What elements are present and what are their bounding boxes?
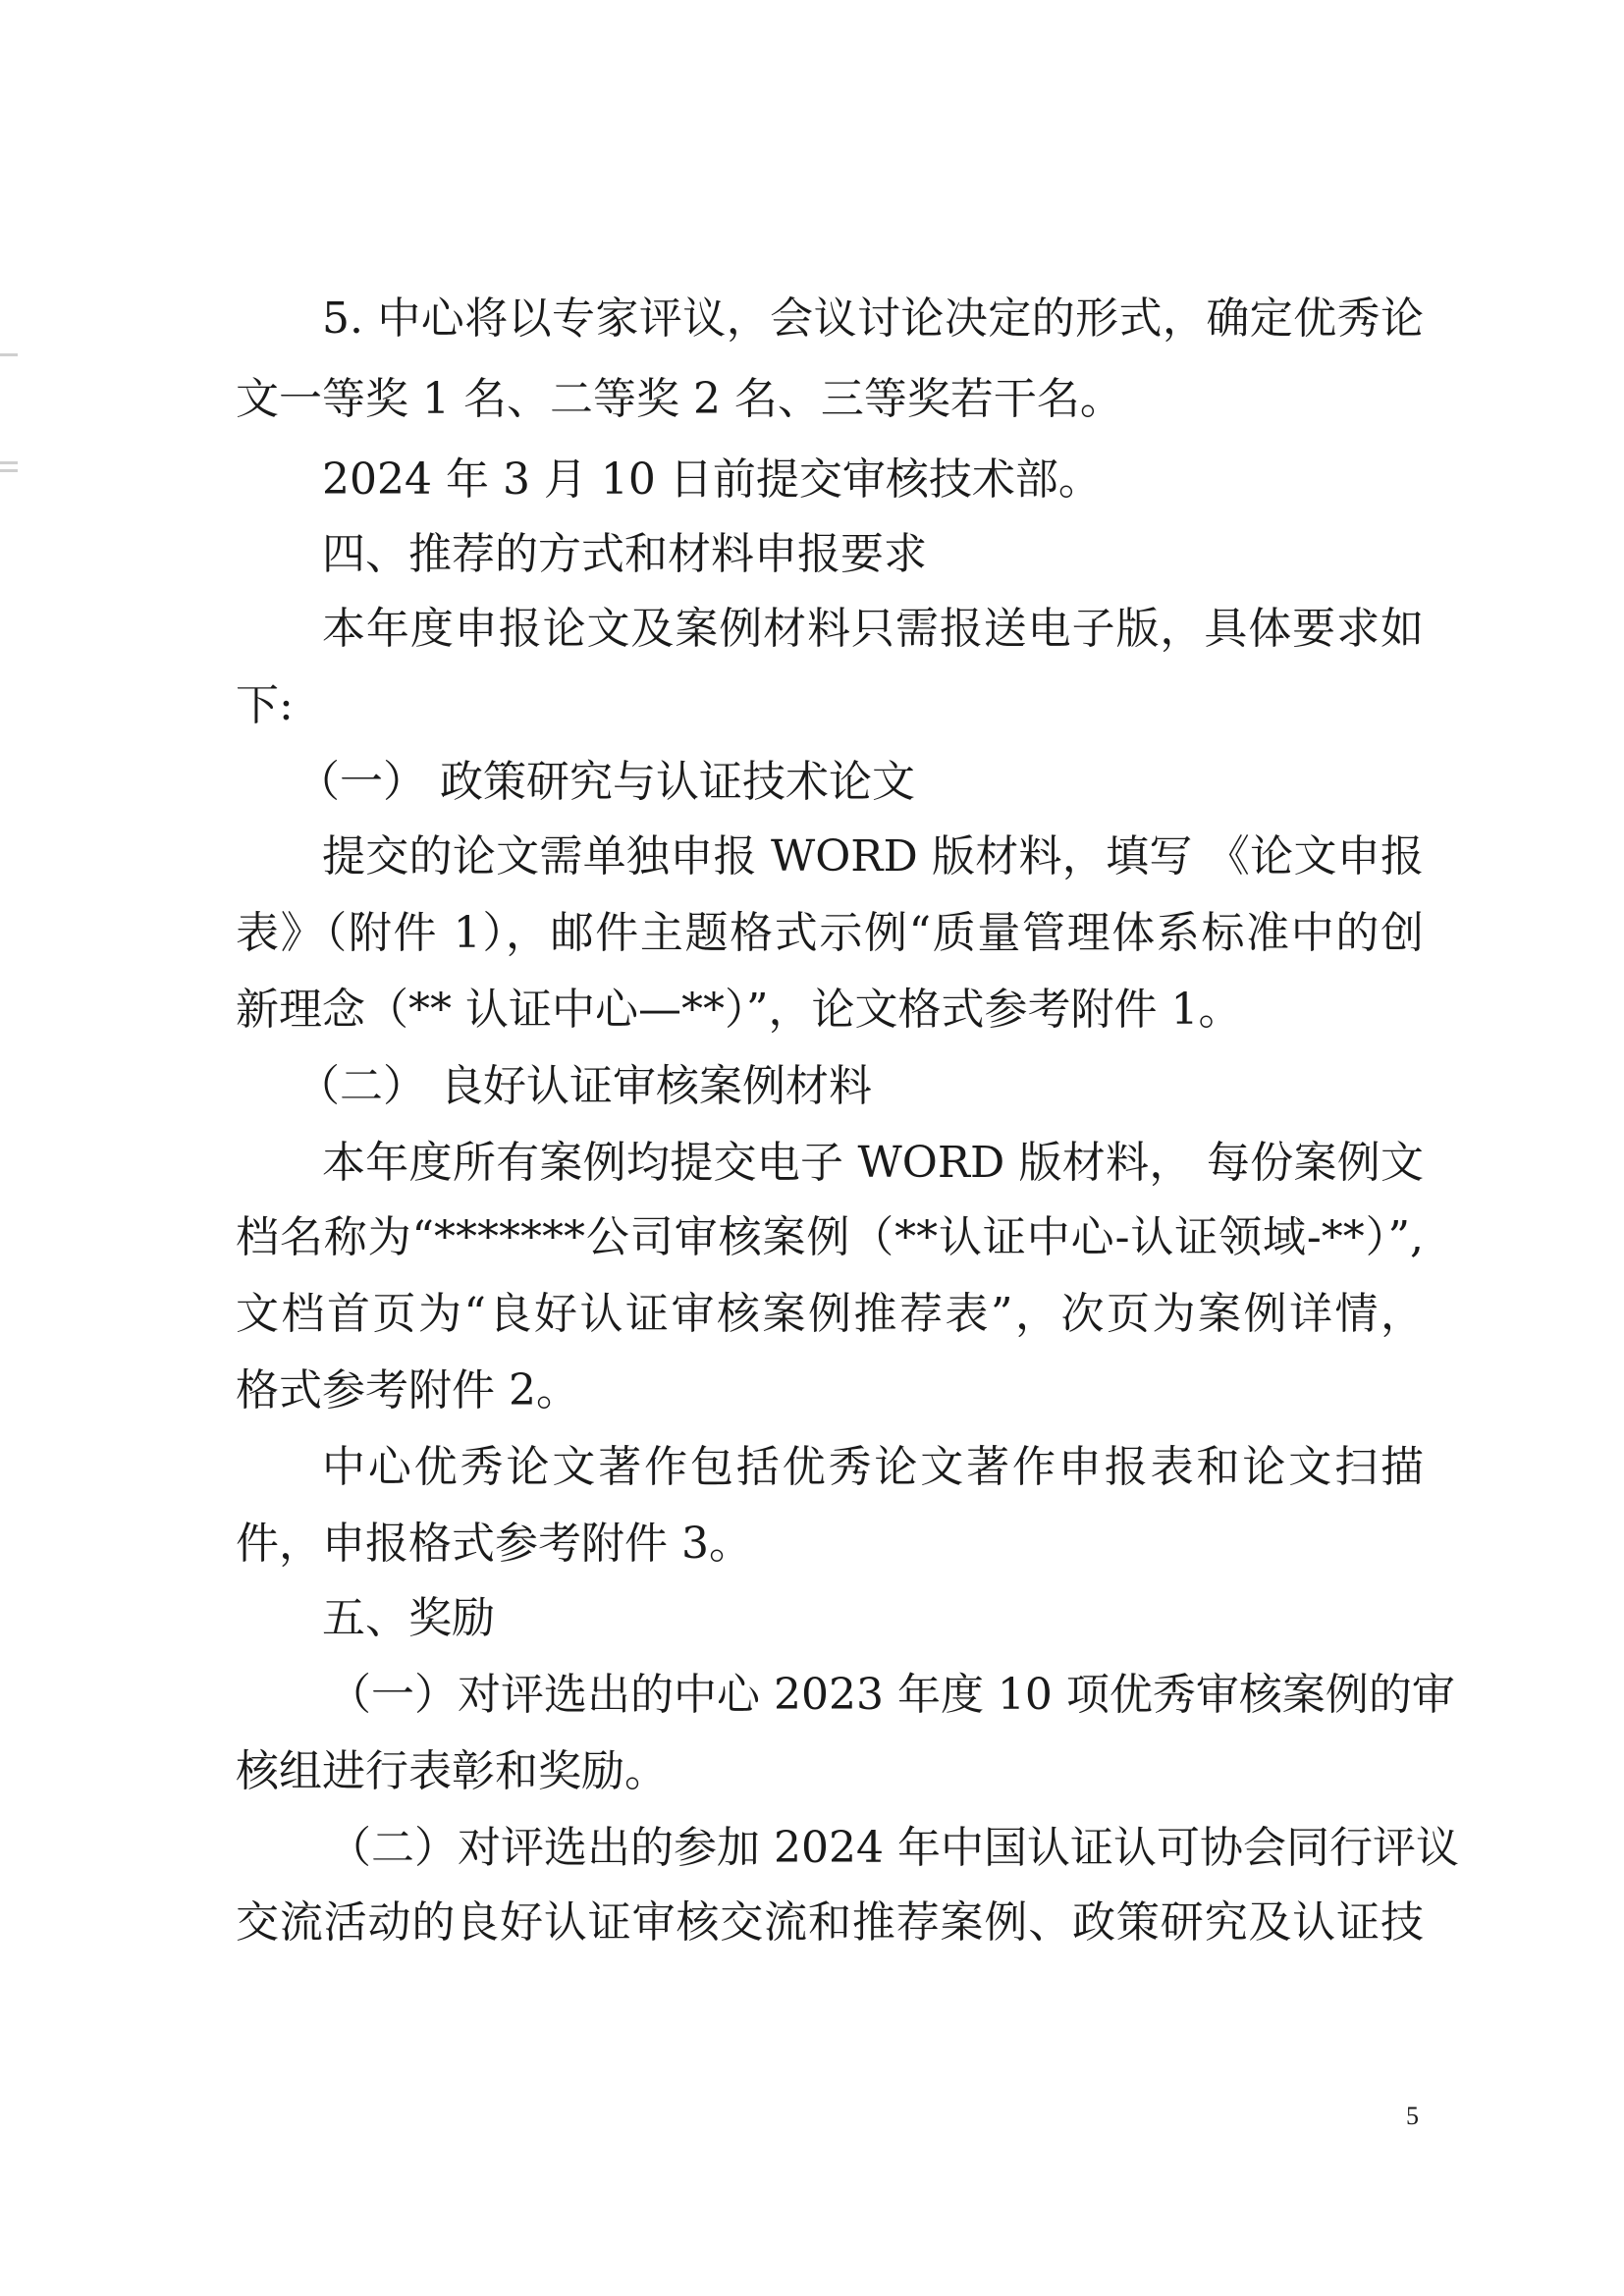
scan-mark	[0, 353, 18, 356]
paragraph-line: 本年度所有案例均提交电子 WORD 版材料， 每份案例文	[322, 1138, 1424, 1188]
paragraph-line: 文一等奖 1 名、二等奖 2 名、三等奖若干名。	[236, 374, 1123, 424]
paragraph-line: 核组进行表彰和奖励。	[236, 1746, 668, 1796]
section-heading: 四、推荐的方式和材料申报要求	[322, 529, 927, 579]
scan-mark	[0, 461, 18, 464]
section-heading: 五、奖励	[322, 1593, 495, 1643]
paragraph-line: 格式参考附件 2。	[236, 1365, 579, 1415]
paragraph-line: 交流活动的良好认证审核交流和推荐案例、政策研究及认证技	[236, 1897, 1424, 1948]
paragraph-line: 下:	[236, 680, 294, 730]
paragraph-line: 档名称为“*******公司审核案例（**认证中心-认证领域-**）”,	[236, 1212, 1424, 1262]
paragraph-line: 文档首页为“良好认证审核案例推荐表”，次页为案例详情，	[236, 1289, 1424, 1339]
paragraph-line: 5. 中心将以专家评议，会议讨论决定的形式，确定优秀论	[322, 294, 1424, 344]
paragraph-line: 新理念（** 认证中心—**）”，论文格式参考附件 1。	[236, 985, 1242, 1035]
paragraph-line: 提交的论文需单独申报 WORD 版材料，填写 《论文申报	[322, 831, 1424, 881]
paragraph-line: 中心优秀论文著作包括优秀论文著作申报表和论文扫描	[322, 1442, 1424, 1492]
paragraph-line: （一）对评选出的中心 2023 年度 10 项优秀审核案例的审	[328, 1670, 1455, 1720]
paragraph-line: （二）对评选出的参加 2024 年中国认证认可协会同行评议	[328, 1823, 1459, 1873]
paragraph-line: 本年度申报论文及案例材料只需报送电子版，具体要求如	[322, 604, 1424, 654]
scan-mark	[0, 469, 18, 472]
page-number: 5	[1406, 2102, 1419, 2130]
paragraph-line: 表》（附件 1），邮件主题格式示例“质量管理体系标准中的创	[236, 908, 1424, 958]
subsection-heading: （二） 良好认证审核案例材料	[297, 1061, 872, 1111]
paragraph-line: 2024 年 3 月 10 日前提交审核技术部。	[322, 454, 1102, 505]
paragraph-line: 件，申报格式参考附件 3。	[236, 1519, 752, 1569]
subsection-heading: （一） 政策研究与认证技术论文	[297, 757, 915, 807]
